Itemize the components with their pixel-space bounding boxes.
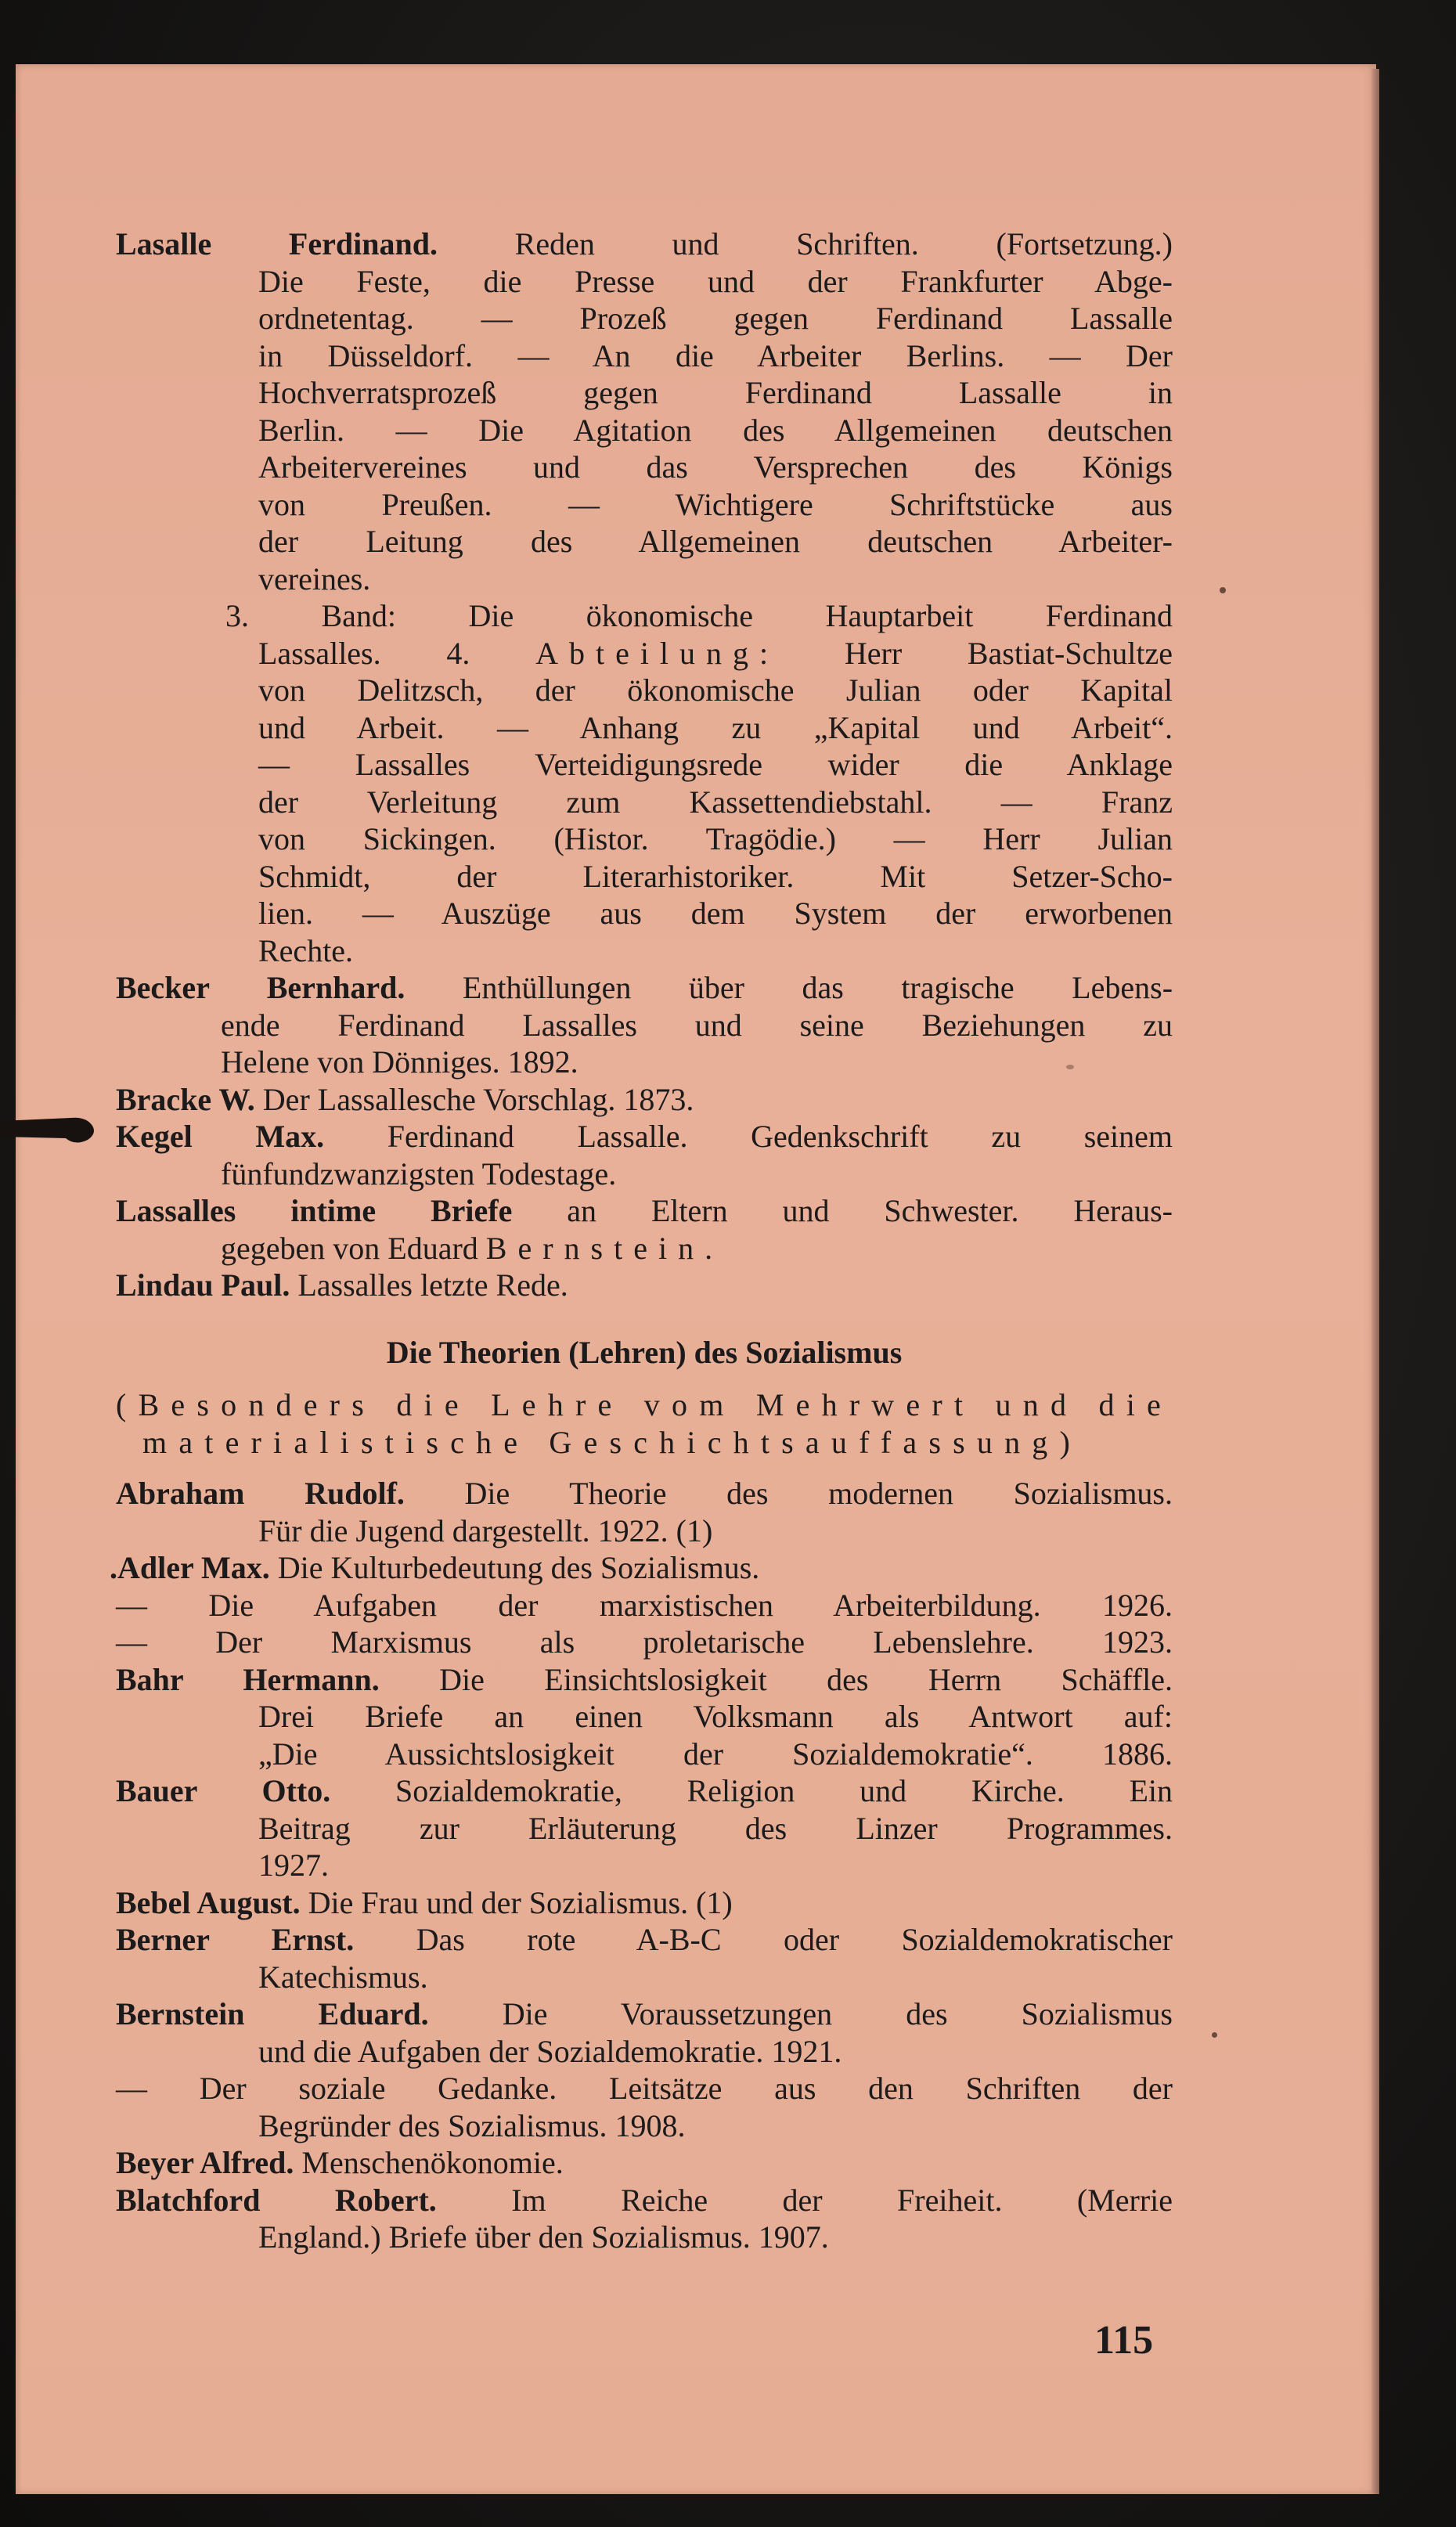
- entry-text: und die Aufgaben der Sozialdemokratie. 1921.: [258, 2033, 842, 2069]
- entry-text: Für die Jugend dargestellt. 1922. (1): [258, 1512, 713, 1548]
- entry-lassalle-continued: [116, 225, 1173, 969]
- entry-dash: —: [116, 1624, 147, 1660]
- section-subtitle-line: (Besonders die Lehre vom Mehrwert und die: [116, 1387, 1173, 1422]
- entry-text: Menschenökonomie.: [301, 2145, 564, 2180]
- entry-text: Enthüllungen über das tragische Lebens-: [462, 970, 1173, 1005]
- entry-bracke: [116, 1081, 1173, 1119]
- section-subtitle-line: materialistische Geschichtsauffassung): [142, 1424, 1083, 1460]
- entry-text: Begründer des Sozialismus. 1908.: [258, 2107, 686, 2143]
- entry-text: Der Lassallesche Vorschlag. 1873.: [262, 1081, 694, 1117]
- entry-abraham: [116, 1475, 1173, 1549]
- entry-text: Beitrag zur Erläuterung des Linzer Programmes.: [258, 1810, 1173, 1846]
- entry-text: Berlin. — Die Agitation des Allgemeinen deutschen: [258, 412, 1173, 448]
- entry-becker: [116, 969, 1173, 1081]
- entry-text: 3. Band: Die ökonomische Hauptarbeit Ferdinand: [225, 598, 1173, 633]
- entry-text: Die Aufgaben der marxistischen Arbeiterbildung. 1926.: [208, 1587, 1173, 1623]
- entry-author: .Adler Max.: [110, 1550, 270, 1585]
- entry-text-spaced: Bernstein.: [485, 1230, 724, 1266]
- entry-text: Die Theorie des modernen Sozialismus.: [464, 1476, 1173, 1511]
- entry-text: Der soziale Gedanke. Leitsätze aus den Schriften der: [199, 2071, 1173, 2106]
- entry-text: vereines.: [258, 561, 371, 597]
- entry-text: Die Einsichtslosigkeit des Herrn Schäffle.: [439, 1661, 1173, 1697]
- entry-text: Schmidt, der Literarhistoriker. Mit Setzer-Scho-: [258, 858, 1173, 894]
- entry-blatchford: [116, 2182, 1173, 2256]
- entry-bauer: [116, 1772, 1173, 1884]
- entry-author: Blatchford Robert.: [116, 2182, 437, 2218]
- section-subtitle: [116, 1386, 1173, 1461]
- entry-text: von Sickingen. (Histor. Tragödie.) — Herr Julian: [258, 821, 1173, 856]
- entry-text: Hochverratsprozeß gegen Ferdinand Lassalle in: [258, 375, 1173, 410]
- entry-text: 1927.: [258, 1847, 329, 1883]
- entry-text: in Düsseldorf. — An die Arbeiter Berlins. — Der: [258, 337, 1173, 373]
- entry-dash: —: [116, 2071, 147, 2106]
- entry-text: Reden und Schriften. (Fortsetzung.): [514, 226, 1173, 261]
- entry-author: Lassalles intime Briefe: [116, 1193, 513, 1228]
- entry-text: ende Ferdinand Lassalles und seine Beziehungen zu: [221, 1007, 1173, 1043]
- entry-text: an Eltern und Schwester. Heraus-: [567, 1193, 1173, 1228]
- entry-text: Herr Bastiat-Schultze: [844, 635, 1173, 671]
- entry-adler-3: [116, 1624, 1173, 1661]
- entry-bernstein: [116, 1995, 1173, 2070]
- entry-text: ordnetentag. — Prozeß gegen Ferdinand Lassalle: [258, 301, 1173, 336]
- entry-text: Der Marxismus als proletarische Lebenslehre. 1923.: [215, 1624, 1173, 1660]
- entry-kegel: [116, 1118, 1173, 1192]
- entry-text: der Leitung des Allgemeinen deutschen Arbeiter-: [258, 524, 1173, 559]
- entry-text: Die Kulturbedeutung des Sozialismus.: [277, 1550, 760, 1585]
- entry-text: und Arbeit. — Anhang zu „Kapital und Arbeit“.: [258, 709, 1173, 745]
- entry-text: Die Feste, die Presse und der Frankfurter Abge-: [258, 263, 1173, 299]
- entry-author: Lindau Paul.: [116, 1267, 290, 1303]
- entry-lindau: [116, 1267, 1173, 1304]
- paper-speck: [1220, 587, 1226, 593]
- entry-author: Berner Ernst.: [116, 1922, 355, 1957]
- entry-text: Sozialdemokratie, Religion und Kirche. Ein: [395, 1773, 1173, 1808]
- entry-author: Becker Bernhard.: [116, 970, 405, 1005]
- entry-author: Bracke W.: [116, 1081, 255, 1117]
- entry-author: Bernstein Eduard.: [116, 1996, 429, 2031]
- entry-dash: —: [116, 1587, 147, 1623]
- section-title: Die Theorien (Lehren) des Sozialismus: [386, 1334, 903, 1370]
- entry-text: Die Voraussetzungen des Sozialismus: [502, 1996, 1173, 2031]
- entry-text: Drei Briefe an einen Volksmann als Antwort auf:: [258, 1699, 1173, 1734]
- ink-blot: [0, 1110, 102, 1149]
- entry-text: — Lassalles Verteidigungsrede wider die Anklage: [258, 747, 1173, 782]
- entry-lassalles-briefe: [116, 1192, 1173, 1267]
- entry-author: Kegel Max.: [116, 1119, 325, 1154]
- entry-text: Helene von Dönniges. 1892.: [221, 1044, 578, 1080]
- entry-adler-2: [116, 1587, 1173, 1624]
- entry-text: Die Frau und der Sozialismus. (1): [308, 1884, 733, 1920]
- entry-text: Im Reiche der Freiheit. (Merrie: [511, 2182, 1173, 2218]
- entry-text: von Delitzsch, der ökonomische Julian oder Kapital: [258, 672, 1173, 708]
- page-edge: [1371, 69, 1379, 2494]
- entry-text: Katechismus.: [258, 1959, 428, 1995]
- entry-author: Abraham Rudolf.: [116, 1476, 405, 1511]
- page-number: 115: [1094, 2318, 1154, 2363]
- paper-speck: [1212, 2032, 1217, 2038]
- entry-bebel: [116, 1884, 1173, 1922]
- entry-text: Lassalles. 4.: [258, 635, 470, 671]
- entry-text: Lassalles letzte Rede.: [297, 1267, 568, 1303]
- entry-text: fünfundzwanzigsten Todestage.: [221, 1155, 617, 1191]
- entry-text: der Verleitung zum Kassettendiebstahl. — Franz: [258, 784, 1173, 820]
- entry-text: von Preußen. — Wichtigere Schriftstücke aus: [258, 486, 1173, 522]
- entry-text-spaced: Abteilung:: [535, 635, 780, 671]
- entry-text: Arbeitervereines und das Versprechen des Königs: [258, 449, 1173, 485]
- entry-author: Bauer Otto.: [116, 1773, 331, 1808]
- entry-text: Ferdinand Lassalle. Gedenkschrift zu seinem: [387, 1119, 1173, 1154]
- entry-text: „Die Aussichtslosigkeit der Sozialdemokratie“. 1886.: [258, 1736, 1173, 1772]
- entry-bahr: [116, 1661, 1173, 1773]
- entry-text: Rechte.: [258, 932, 354, 968]
- entry-text: Das rote A-B-C oder Sozialdemokratischer: [416, 1922, 1173, 1957]
- entry-bernstein-2: [116, 2070, 1173, 2144]
- entry-text: England.) Briefe über den Sozialismus. 1907.: [258, 2219, 829, 2255]
- entry-author: Bebel August.: [116, 1884, 301, 1920]
- bibliography-text: [110, 225, 1173, 2256]
- entry-author: Bahr Hermann.: [116, 1661, 380, 1697]
- entry-author: Beyer Alfred.: [116, 2145, 294, 2180]
- entry-author: Lasalle Ferdinand.: [116, 226, 438, 261]
- entry-beyer: [116, 2144, 1173, 2182]
- entry-text: gegeben von Eduard: [221, 1230, 478, 1266]
- entry-berner: [116, 1921, 1173, 1995]
- entry-adler: [110, 1549, 1173, 1587]
- entry-text: lien. — Auszüge aus dem System der erworbenen: [258, 896, 1173, 931]
